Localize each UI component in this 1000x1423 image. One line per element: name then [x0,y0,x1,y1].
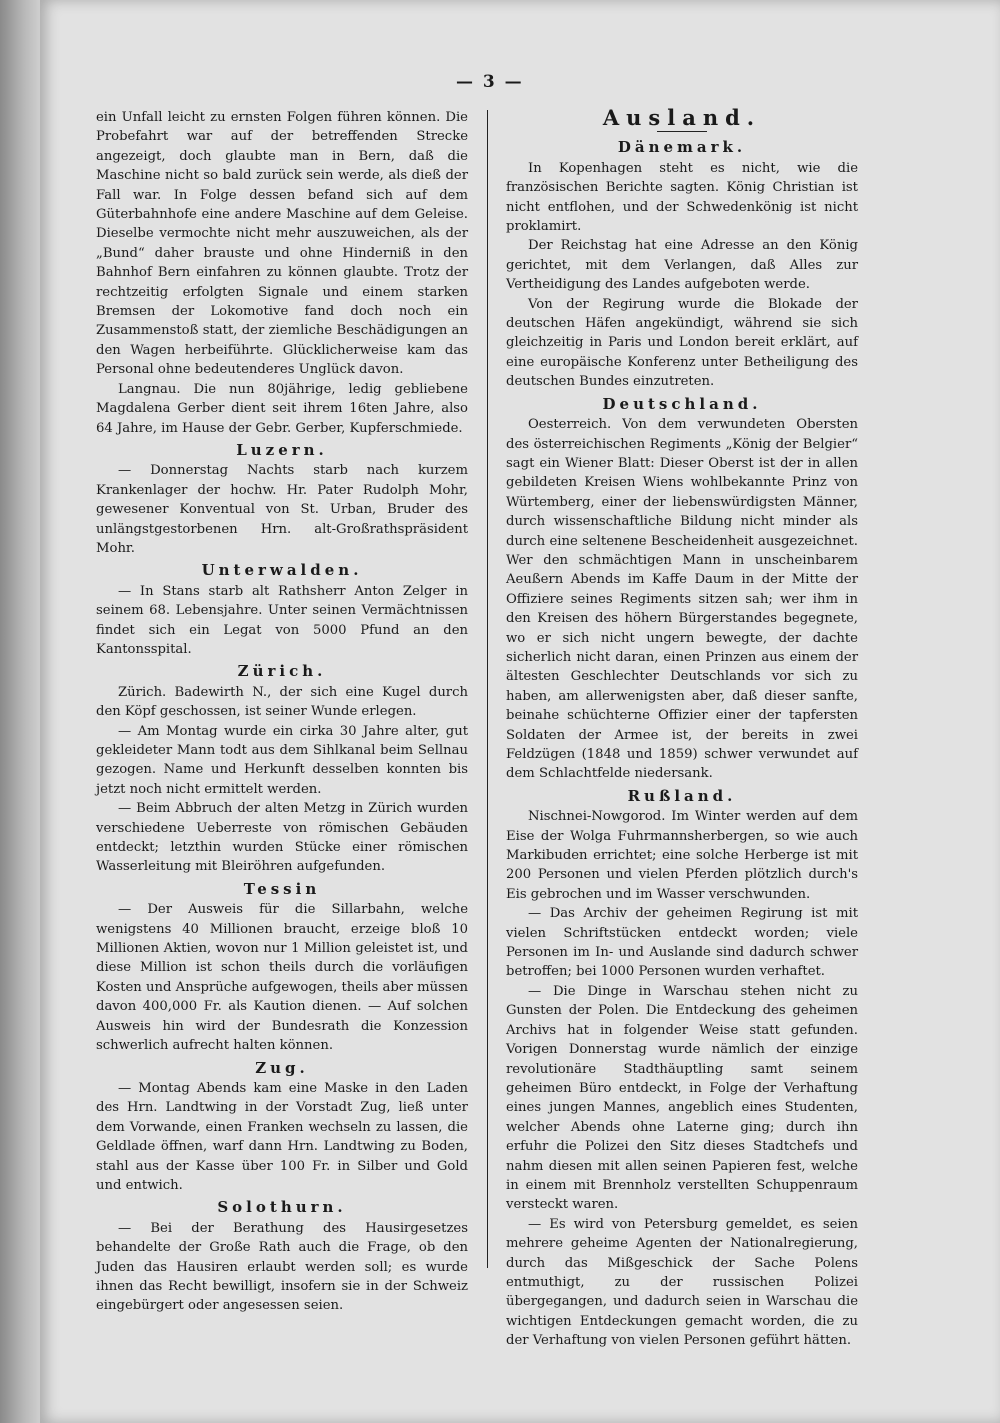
article-russland-2: — Das Archiv der geheimen Regirung ist mit vielen Schriftstücken entdeckt worden; viele Personen im In- und Auslande sind dadurch schwer betroffen; bei 1000 Personen wurden verhaftet. [506,906,858,980]
heading-solothurn: Solothurn. [217,1198,347,1217]
heading-zurich: Zürich. [237,662,327,681]
article-russland-3: — Die Dinge in Warschau stehen nicht zu Gunsten der Polen. Die Entdeckung des geheimen Archivs hat in folgender Weise statt gefunden. Vorigen Donnerstag wurde nämlich der einzige revolutionäre Stadthäuptling samt seinem geheimen Büro entdeckt, in Folge der Verhaftung eines jungen Mannes, angeblich eines Studenten, welcher Abends ohne Laterne ging; durch ihn erfuhr die Polizei den Sitz dieses Stadtchefs und nahm diesen mit allen seinen Papieren fest, welche in einem mit Brennholz verstellten Schuppenraum versteckt waren. [506,983,858,1213]
article-tessin: — Der Ausweis für die Sillarbahn, welche wenigstens 40 Millionen braucht, erzeige bloß 10 Millionen Aktien, wovon nur 1 Million geleistet ist, und diese Million ist schon theils durch die vorläufigen Kosten und Ansprüche aufgewogen, theils aber müssen davon 400,000 Fr. als Kaution dienen. — Auf solchen Ausweis hin wird der Bundesrath die Konzession schwerlich aufrecht halten können. [96,902,468,1054]
article-zug: — Montag Abends kam eine Maske in den Laden des Hrn. Landtwing in der Vorstadt Zug, ließ unter dem Vorwande, einen Franken wechseln zu lassen, die Geldlade öffnen, warf dann Hrn. Landtwing zu Boden, stahl aus der Kasse über 100 Fr. in Silber und Gold und entwich. [96,1080,468,1193]
article-langnau: Langnau. Die nun 80jährige, ledig gebliebene Magdalena Gerber dient seit ihrem 16ten Jahre, also 64 Jahre, im Hause der Gebr. Gerber, Kupferschmiede. [96,381,468,436]
page-binding [0,0,40,1423]
article-zurich-2: — Am Montag wurde ein cirka 30 Jahre alter, gut gekleideter Mann todt aus dem Sihlkanal beim Sellnau gezogen. Name und Herkunft desselben konnten bis jetzt noch nicht ermittelt werden. [96,723,468,797]
heading-ausland: Ausland. [602,105,762,130]
article-deutschland: Oesterreich. Von dem verwundeten Obersten des österreichischen Regiments „König der Belgier“ sagt ein Wiener Blatt: Dieser Oberst ist der in allen gebildeten Kreisen Wiens wohlbekannte Prinz von Würtemberg, einer der liebenswürdigsten Männer, durch wissenschaftliche Bildung nicht minder als durch eine seltenene Bescheidenheit ausgezeichnet. Wer den schmächtigen Mann in unscheinbarem Aeußern Abends im Kaffe Daum in der Mitte der Offiziere seines Regiments sitzen sah; wer ihm in den Kreisen des höhern Bürgerstandes begegnete, wo er sich nicht ungern bewegte, der dachte sicherlich nicht daran, einen Prinzen aus einem der ältesten Geschlechter Deutschlands vor sich zu haben, am allerwenigsten aber, daß dieser sanfte, beinahe schüchterne Offizier einer der tapfersten Soldaten der Armee ist, der bereits in zwei Feldzügen (1848 und 1859) schwer verwundet auf dem Schlachtfelde niedersank. [506,417,858,782]
article-russland-4: — Es wird von Petersburg gemeldet, es seien mehrere geheime Agenten der Nationalregierung, durch das Mißgeschick der Sache Polens entmuthigt, zu der russischen Polizei übergegangen, und dadurch seien in Warschau die wichtigen Entdeckungen gemacht worden, die zu der Verhaftung von vielen Personen geführt hätten. [506,1216,858,1349]
article-luzern: — Donnerstag Nachts starb nach kurzem Krankenlager der hochw. Hr. Pater Rudolph Mohr, gewesener Konventual von St. Urban, Bruder des unlängstgestorbenen Hrn. alt-Großrathspräsident Mohr. [96,463,468,556]
article-danemark-2: Der Reichstag hat eine Adresse an den König gerichtet, mit dem Verlangen, daß Alles zur Vertheidigung des Landes aufgeboten werde. [506,238,858,293]
page-number: — 3 — [456,72,524,92]
article-danemark-1: In Kopenhagen steht es nicht, wie die französischen Berichte sagten. König Christian ist nicht entflohen, und der Schwedenkönig ist nicht proklamirt. [506,160,858,235]
heading-deutschland: Deutschland. [602,394,762,413]
right-column [506,105,858,1351]
heading-tessin: Tessin [243,879,321,898]
article-unterwalden: — In Stans starb alt Rathsherr Anton Zelger in seinem 68. Lebensjahre. Unter seinen Vermächtnissen findet sich ein Legat von 5000 Pfund an den Kantonsspital. [96,583,468,657]
article-danemark-3: Von der Regirung wurde die Blokade der deutschen Häfen angekündigt, während sie sich gleichzeitig in Paris und London bereit erklärt, auf eine europäische Konferenz unter Betheiligung des deutschen Bundes einzutreten. [506,296,858,390]
article-continuation: ein Unfall leicht zu ernsten Folgen führen können. Die Probefahrt war auf der betreffenden Strecke angezeigt, doch glaubte man in Bern, daß die Maschine nicht so bald zurück sein werde, als dieß der Fall war. In Folge dessen befand sich auf dem Güterbahnhofe eine andere Maschine auf dem Geleise. Dieselbe vermochte nicht mehr auszuweichen, als der „Bund“ daher brauste und ohne Hinderniß in den Bahnhof Bern einfahren zu können glaubte. Trotz der rechtzeitig erfolgten Signale und einem starken Bremsen der Lokomotive fand doch noch ein Zusammenstoß statt, der ziemliche Beschädigungen an den Wagen herbeiführte. Glücklicherweise kam das Personal ohne bedeutenderes Unglück davon. [96,110,468,378]
heading-zug: Zug. [255,1058,309,1077]
article-zurich-1: Zürich. Badewirth N., der sich eine Kugel durch den Köpf geschossen, ist seiner Wunde erlegen. [96,684,468,720]
heading-luzern: Luzern. [236,440,328,459]
column-divider [487,110,488,1268]
article-zurich-3: — Beim Abbruch der alten Metzg in Zürich wurden verschiedene Ueberreste von römischen Gebäuden entdeckt; letzthin wurden Stücke einer römischen Wasserleitung mit Bleiröhren aufgefunden. [96,801,468,875]
article-russland-1: Nischnei-Nowgorod. Im Winter werden auf dem Eise der Wolga Fuhrmannsherbergen, so wie auch Markibuden errichtet; eine solche Herberge ist mit 200 Personen und vielen Pferden plötzlich durch's Eis gebrochen und im Wasser verschwunden. [506,809,858,902]
article-solothurn: — Bei der Berathung des Hausirgesetzes behandelte der Große Rath auch die Frage, ob den Juden das Hausiren erlaubt werden soll; es wurde ihnen das Recht bewilligt, insofern sie in der Schweiz eingebürgert oder angesessen seien. [96,1220,468,1314]
heading-unterwalden: Unterwalden. [201,561,363,580]
left-column [96,108,468,1316]
heading-danemark: Dänemark. [617,138,747,157]
heading-russland: Rußland. [627,786,737,805]
heading-rule [657,131,707,132]
